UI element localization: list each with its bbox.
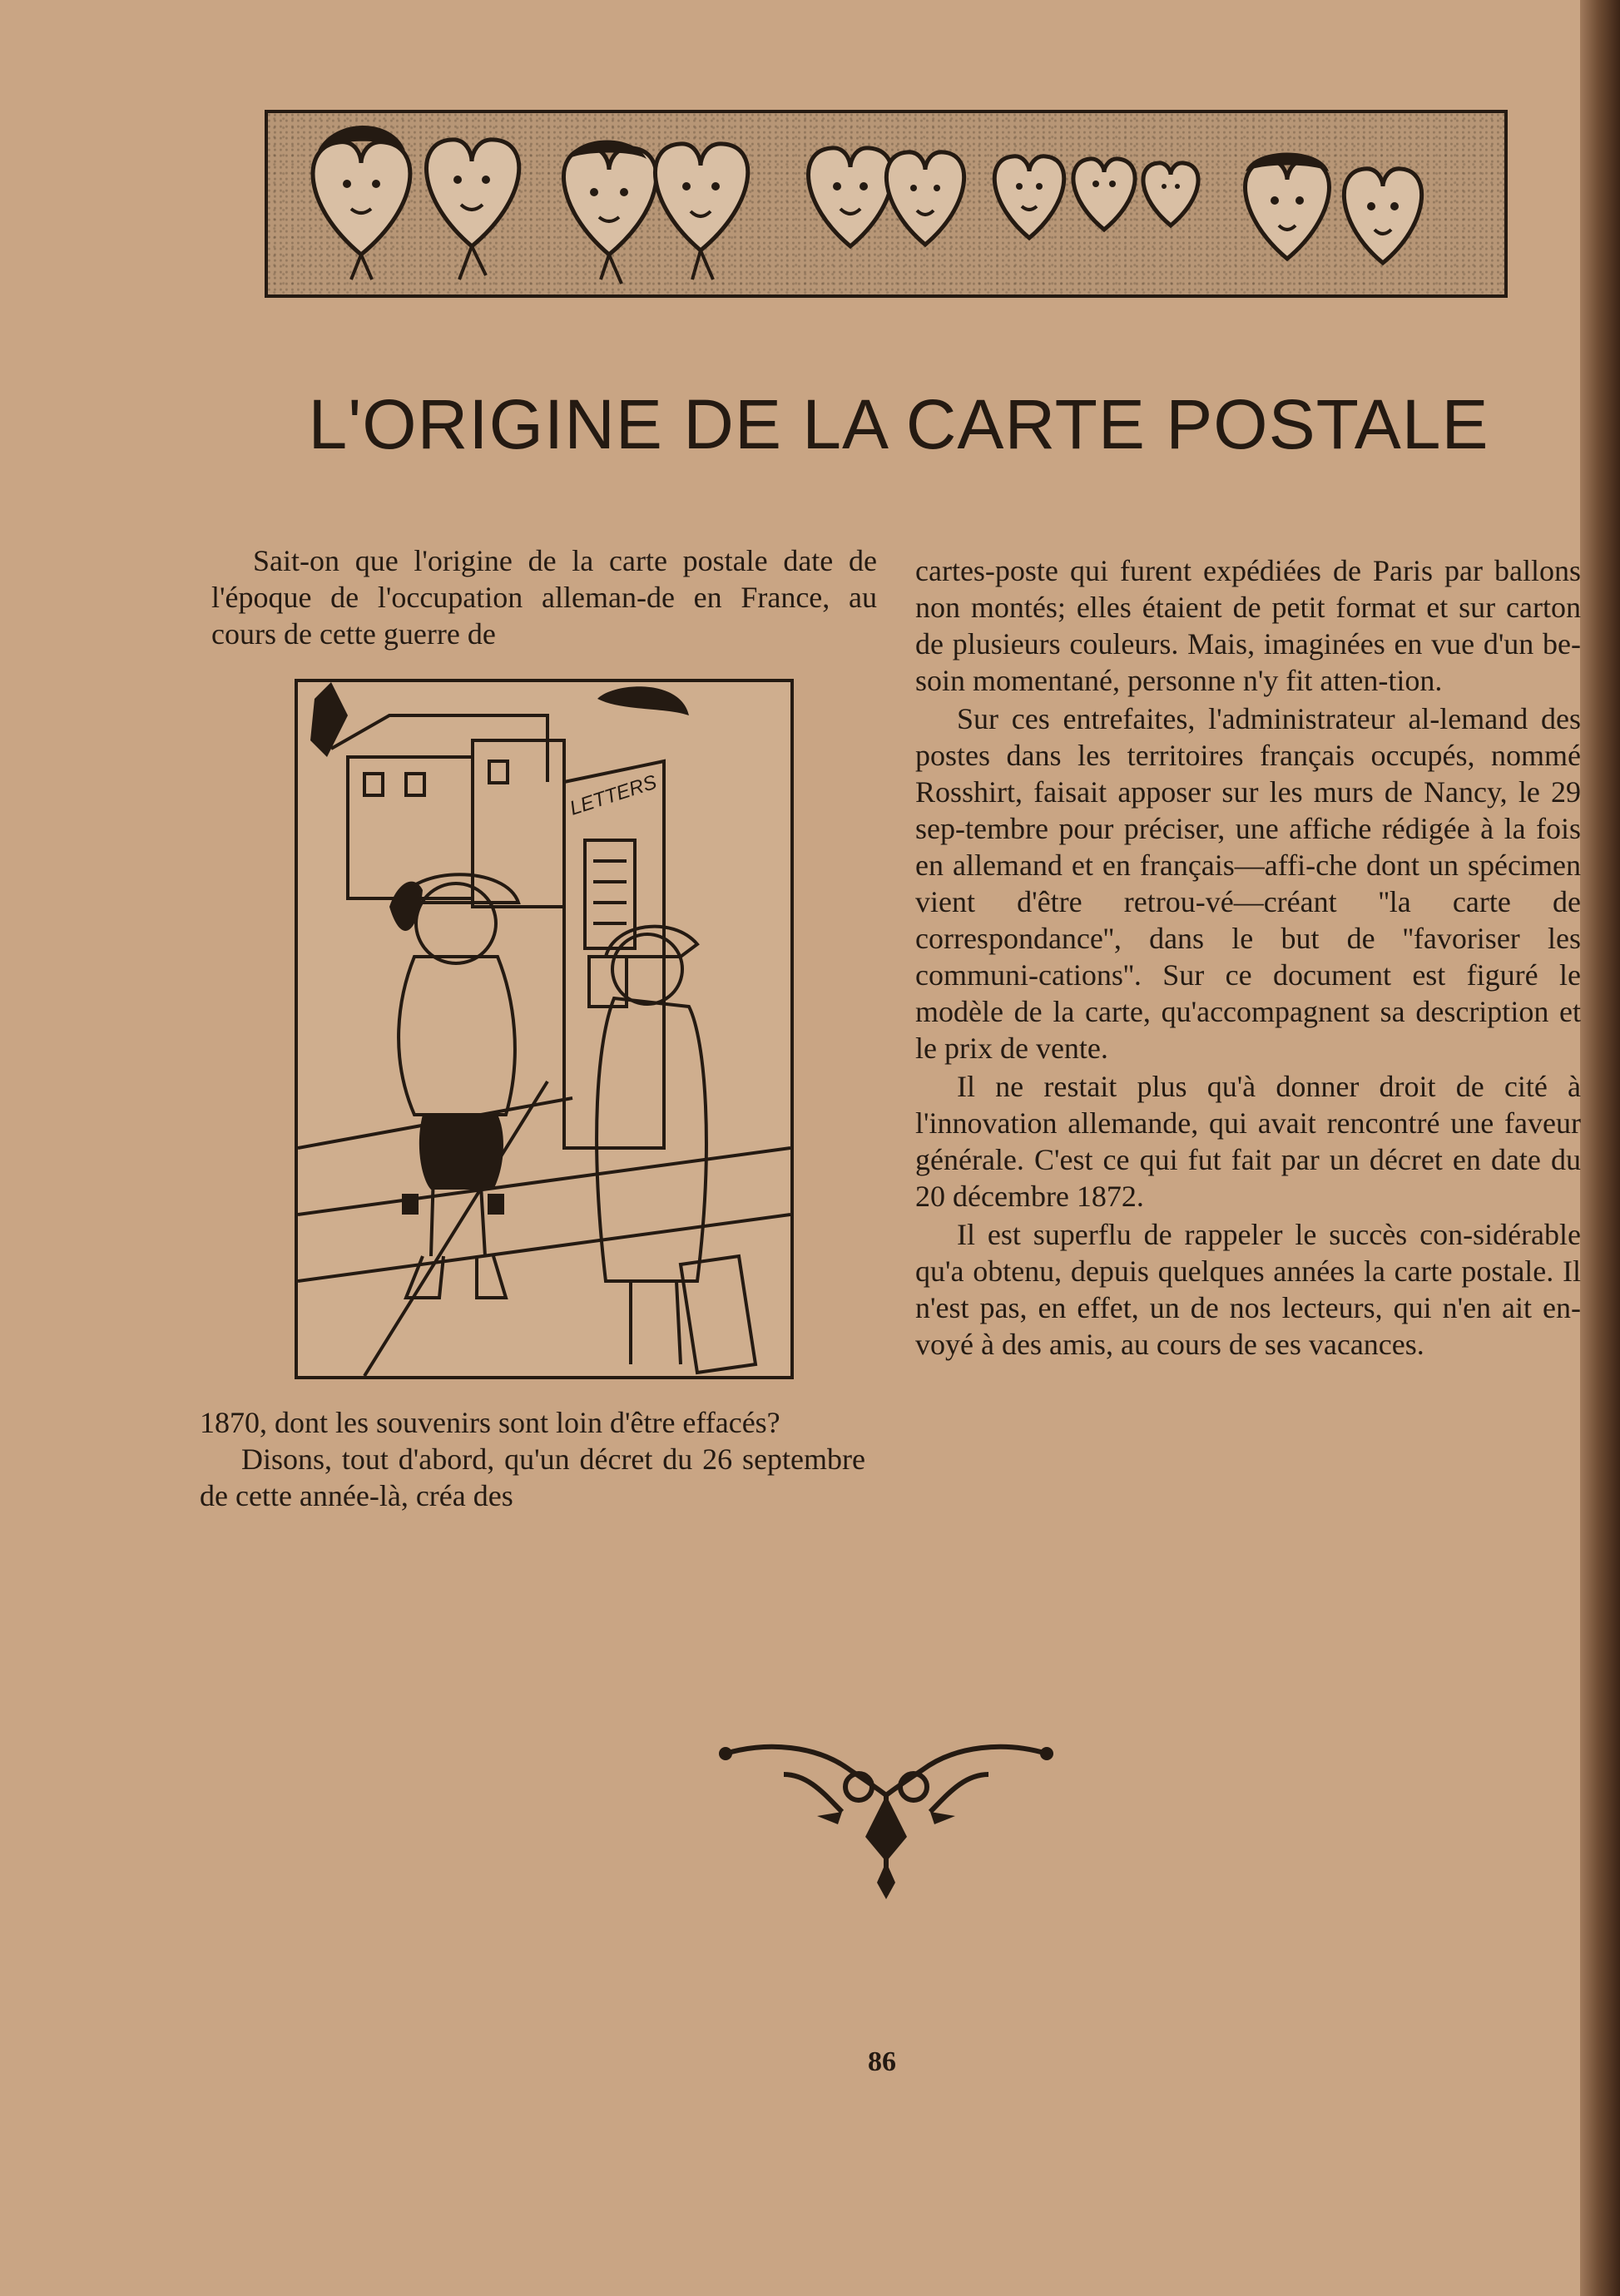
left-column-bottom: [200, 1404, 865, 1514]
right-column: [915, 552, 1581, 1363]
left-paragraph-1: Sait-on que l'origine de la carte postale date de l'époque de l'occupation alleman-de en France, au cours de cette guerre de: [211, 544, 877, 651]
page-binding-edge: [1580, 0, 1620, 2296]
right-paragraph-2: Sur ces entrefaites, l'administrateur al-lemand des postes dans les territoires français occupés, nommé Rosshirt, faisait apposer sur les murs de Nancy, le 29 sep-tembre pour préciser, une affiche rédigée à la fois en allemand et en français—affi-che dont un spécimen vient d'être retrou-vé—créant ''la carte de correspondance'', dans le but de ''favoriser les communi-cations''. Sur ce document est figuré le modèle de la carte, qu'accompagnent sa description et le prix de vente.: [915, 702, 1581, 1065]
illustration-drawing: [298, 682, 790, 1376]
right-paragraph-4: Il est superflu de rappeler le succès con-sidérable qu'a obtenu, depuis quelques années la carte postale. Il n'est pas, en effet, un de nos lecteurs, qui n'en ait en-voyé à des amis, au cours de ses vacances.: [915, 1218, 1581, 1361]
left-paragraph-3: Disons, tout d'abord, qu'un décret du 26 septembre de cette année-là, créa des: [200, 1442, 865, 1512]
left-paragraph-2: 1870, dont les souvenirs sont loin d'être effacés?: [200, 1406, 780, 1439]
heart-faces-banner: [265, 110, 1508, 298]
page-number: 86: [868, 2046, 896, 2077]
right-paragraph-1: cartes-poste qui furent expédiées de Paris par ballons non montés; elles étaient de petit format et sur carton de plusieurs couleurs. Mais, imaginées en vue d'un be-soin momentané, personne n'y fit atten-tion.: [915, 554, 1581, 697]
left-column-top: [211, 542, 877, 652]
illustration-sign-text: LETTERS: [567, 770, 660, 820]
children-letterbox-illustration: [295, 679, 794, 1379]
floral-ornament: [717, 1737, 1055, 1903]
article-title: L'ORIGINE DE LA CARTE POSTALE: [308, 385, 1489, 463]
heart-faces-drawing: [268, 113, 1504, 294]
right-paragraph-3: Il ne restait plus qu'à donner droit de cité à l'innovation allemande, qui avait rencontré une faveur générale. C'est ce qui fut fait par un décret en date du 20 décembre 1872.: [915, 1070, 1581, 1213]
